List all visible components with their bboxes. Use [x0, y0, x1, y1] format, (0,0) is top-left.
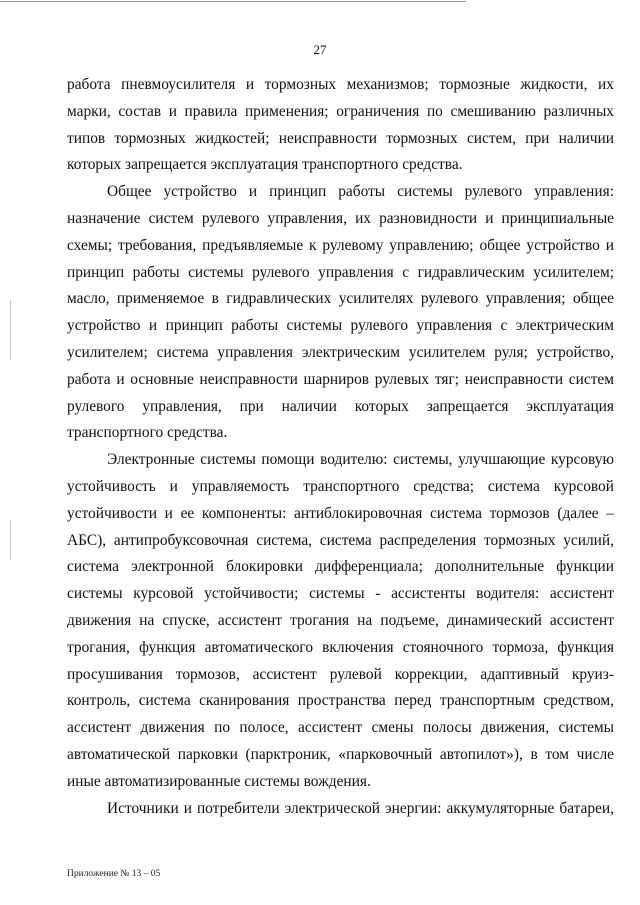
scan-margin-mark: [10, 520, 11, 560]
document-body: [67, 72, 614, 822]
footer-appendix-label: Приложение № 13 – 05: [67, 869, 161, 879]
paragraph-electric-energy-sources: Источники и потребители электрической энергии: аккумуляторные батареи,: [107, 799, 614, 817]
scan-margin-mark: [10, 300, 11, 360]
paragraph-driver-assistance-systems: Электронные системы помощи водителю: системы, улучшающие курсовую устойчивость и управляемость транспортного средства; система курсовой устойчивости и ее компоненты: антиблокировочная система тормозов (далее – АБС), антипробуксовочная система, система распределения тормозных усилий, система электронной блокировки дифференциала; дополнительные функции системы курсовой устойчивости; системы - ассистенты водителя: ассистент движения на спуске, ассистент трогания на подъеме, динамический ассистент трогания, функция автоматического включения стояночного тормоза, функция просушивания тормозов, ассистент рулевой коррекции, адаптивный круиз-контроль, система сканирования пространства перед транспортным средством, ассистент движения по полосе, ассистент смены полосы движения, системы автоматической парковки (парктроник, «парковочный автопилот»), в том числе иные автоматизированные системы вождения.: [67, 451, 614, 790]
paragraph-steering-system: Общее устройство и принцип работы системы рулевого управления: назначение систем рулевого управления, их разновидности и принципиальные схемы; требования, предъявляемые к рулевому управлению; общее устройство и принцип работы системы рулевого управления с гидравлическим усилителем; масло, применяемое в гидравлических усилителях рулевого управления; общее устройство и принцип работы системы рулевого управления с электрическим усилителем; система управления электрическим усилителем руля; устройство, работа и основные неисправности шарниров рулевых тяг; неисправности систем рулевого управления, при наличии которых запрещается эксплуатация транспортного средства.: [67, 183, 614, 442]
page-number: 27: [313, 42, 327, 57]
paragraph-brake-systems-continued: работа пневмоусилителя и тормозных механизмов; тормозные жидкости, их марки, состав и правила применения; ограничения по смешиванию различных типов тормозных жидкостей; неисправности тормозных систем, при наличии которых запрещается эксплуатация транспортного средства.: [67, 76, 614, 174]
top-border-line: [0, 1, 466, 2]
